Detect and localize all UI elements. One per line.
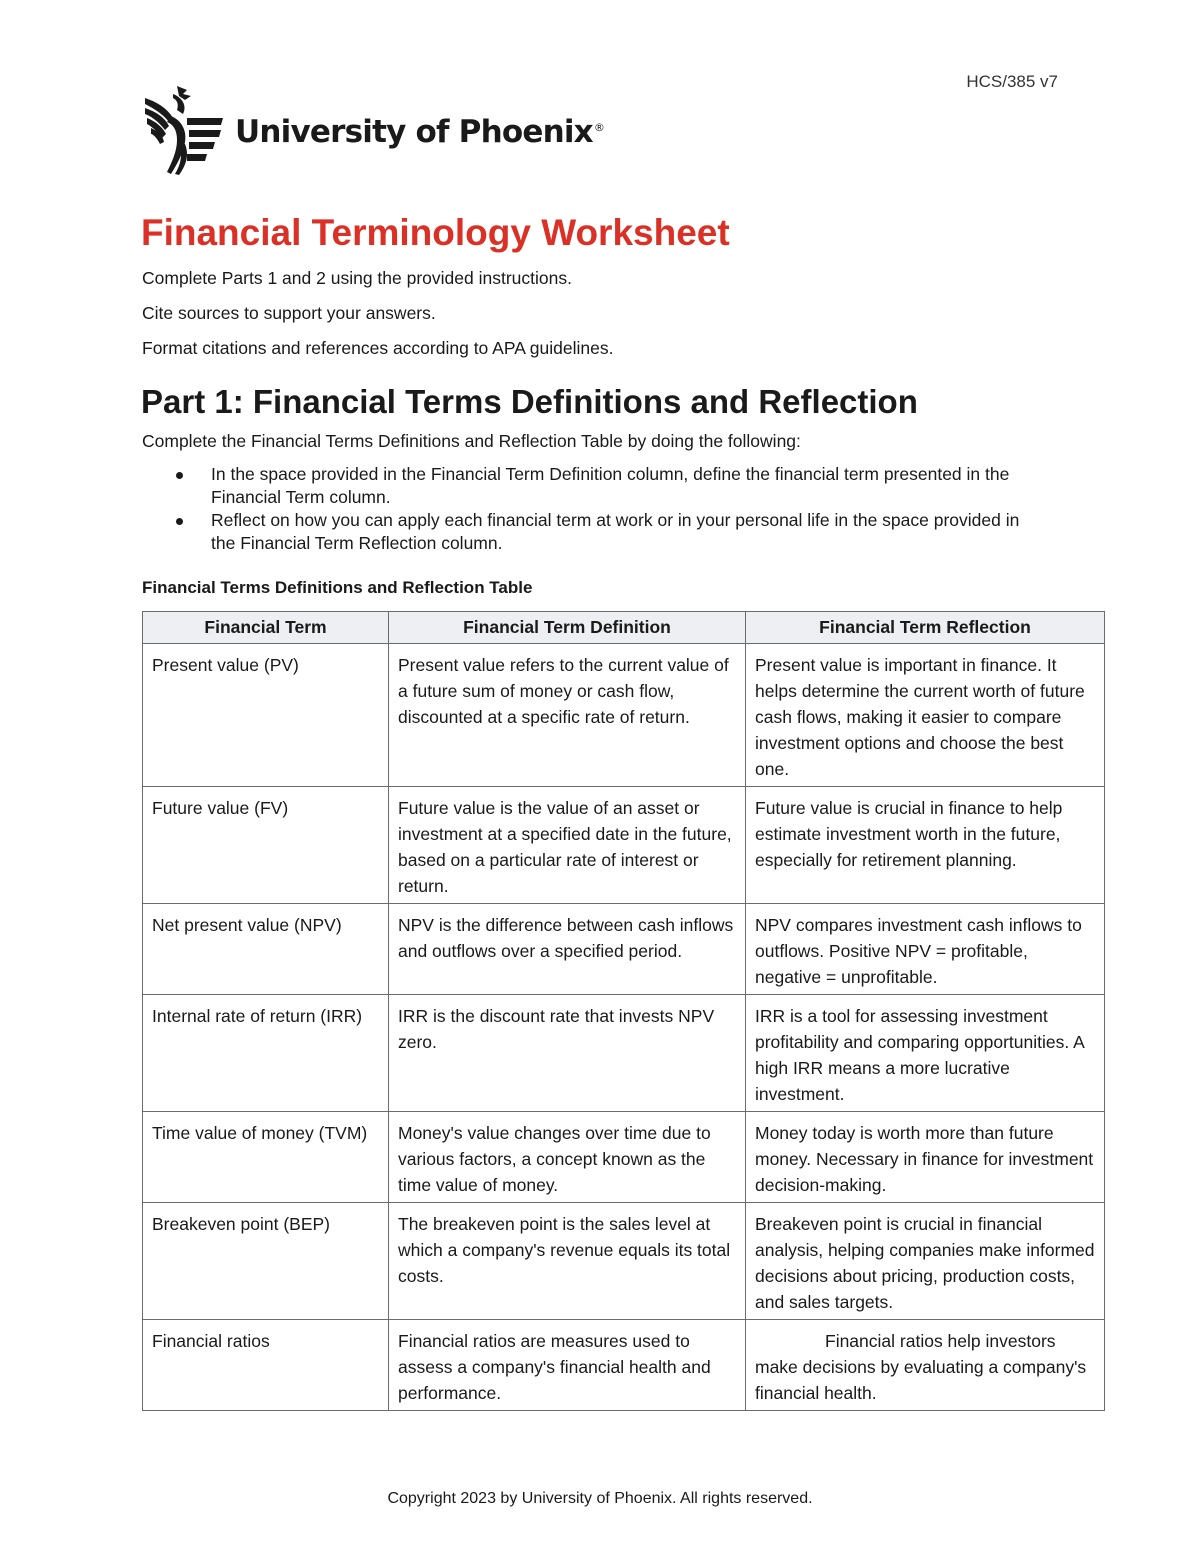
table-row xyxy=(143,787,1105,904)
copyright-footer: Copyright 2023 by University of Phoenix. All rights reserved. xyxy=(387,1490,813,1507)
reflection-cell: Future value is crucial in finance to help estimate investment worth in the future, especially for retirement planning. xyxy=(746,787,1105,904)
phoenix-logo-icon xyxy=(143,84,223,176)
definition-cell: Money's value changes over time due to various factors, a concept known as the time value of money. xyxy=(389,1112,746,1203)
definition-cell: The breakeven point is the sales level at which a company's revenue equals its total costs. xyxy=(389,1203,746,1320)
reflection-cell: Present value is important in finance. It helps determine the current worth of future cash flows, making it easier to compare investment options and choose the best one. xyxy=(746,644,1105,787)
intro-line-2: Cite sources to support your answers. xyxy=(142,303,436,323)
column-header-reflection: Financial Term Reflection xyxy=(746,612,1105,644)
logo-wordmark: University of Phoenix® xyxy=(235,114,605,150)
table-row xyxy=(143,995,1105,1112)
registered-mark: ® xyxy=(593,120,605,134)
instruction-bullet-list xyxy=(142,463,1042,555)
bullet-dot-icon xyxy=(176,518,183,525)
table-row xyxy=(143,1112,1105,1203)
table-row xyxy=(143,1320,1105,1411)
column-header-term: Financial Term xyxy=(143,612,389,644)
course-code: HCS/385 v7 xyxy=(966,72,1058,91)
reflection-cell: Financial ratios help investors make decisions by evaluating a company's financial health. xyxy=(746,1320,1105,1411)
bullet-dot-icon xyxy=(176,472,183,479)
column-header-definition: Financial Term Definition xyxy=(389,612,746,644)
definition-cell: Future value is the value of an asset or investment at a specified date in the future, based on a particular rate of interest or return. xyxy=(389,787,746,904)
definition-cell: NPV is the difference between cash inflows and outflows over a specified period. xyxy=(389,904,746,995)
reflection-cell: Breakeven point is crucial in financial analysis, helping companies make informed decisions about pricing, production costs, and sales targets. xyxy=(746,1203,1105,1320)
bullet-text: In the space provided in the Financial Term Definition column, define the financial term presented in the Financial Term column. xyxy=(211,464,1010,507)
term-cell: Financial ratios xyxy=(143,1320,389,1411)
bullet-text: Reflect on how you can apply each financial term at work or in your personal life in the space provided in the Financial Term Reflection column. xyxy=(211,510,1020,553)
table-header-row xyxy=(143,612,1105,644)
term-cell: Breakeven point (BEP) xyxy=(143,1203,389,1320)
intro-line-3: Format citations and references according to APA guidelines. xyxy=(142,338,614,358)
reflection-cell: Money today is worth more than future money. Necessary in finance for investment decision-making. xyxy=(746,1112,1105,1203)
financial-terms-table xyxy=(142,611,1105,1411)
table-row xyxy=(143,644,1105,787)
table-row xyxy=(143,1203,1105,1320)
term-cell: Net present value (NPV) xyxy=(143,904,389,995)
reflection-cell: NPV compares investment cash inflows to outflows. Positive NPV = profitable, negative = unprofitable. xyxy=(746,904,1105,995)
document-title: Financial Terminology Worksheet xyxy=(141,212,730,253)
part1-instruction: Complete the Financial Terms Definitions and Reflection Table by doing the following: xyxy=(142,431,801,451)
term-cell: Future value (FV) xyxy=(143,787,389,904)
definition-cell: IRR is the discount rate that invests NPV zero. xyxy=(389,995,746,1112)
term-cell: Present value (PV) xyxy=(143,644,389,787)
term-cell: Time value of money (TVM) xyxy=(143,1112,389,1203)
intro-line-1: Complete Parts 1 and 2 using the provided instructions. xyxy=(142,268,572,288)
definition-cell: Present value refers to the current value of a future sum of money or cash flow, discounted at a specific rate of return. xyxy=(389,644,746,787)
term-cell: Internal rate of return (IRR) xyxy=(143,995,389,1112)
table-row xyxy=(143,904,1105,995)
definition-cell: Financial ratios are measures used to assess a company's financial health and performance. xyxy=(389,1320,746,1411)
part1-heading: Part 1: Financial Terms Definitions and Reflection xyxy=(141,383,918,420)
table-caption: Financial Terms Definitions and Reflection Table xyxy=(142,578,533,597)
bullet-item xyxy=(142,463,1061,509)
university-logo xyxy=(143,84,604,176)
bullet-item xyxy=(142,509,1031,555)
reflection-cell: IRR is a tool for assessing investment profitability and comparing opportunities. A high IRR means a more lucrative investment. xyxy=(746,995,1105,1112)
